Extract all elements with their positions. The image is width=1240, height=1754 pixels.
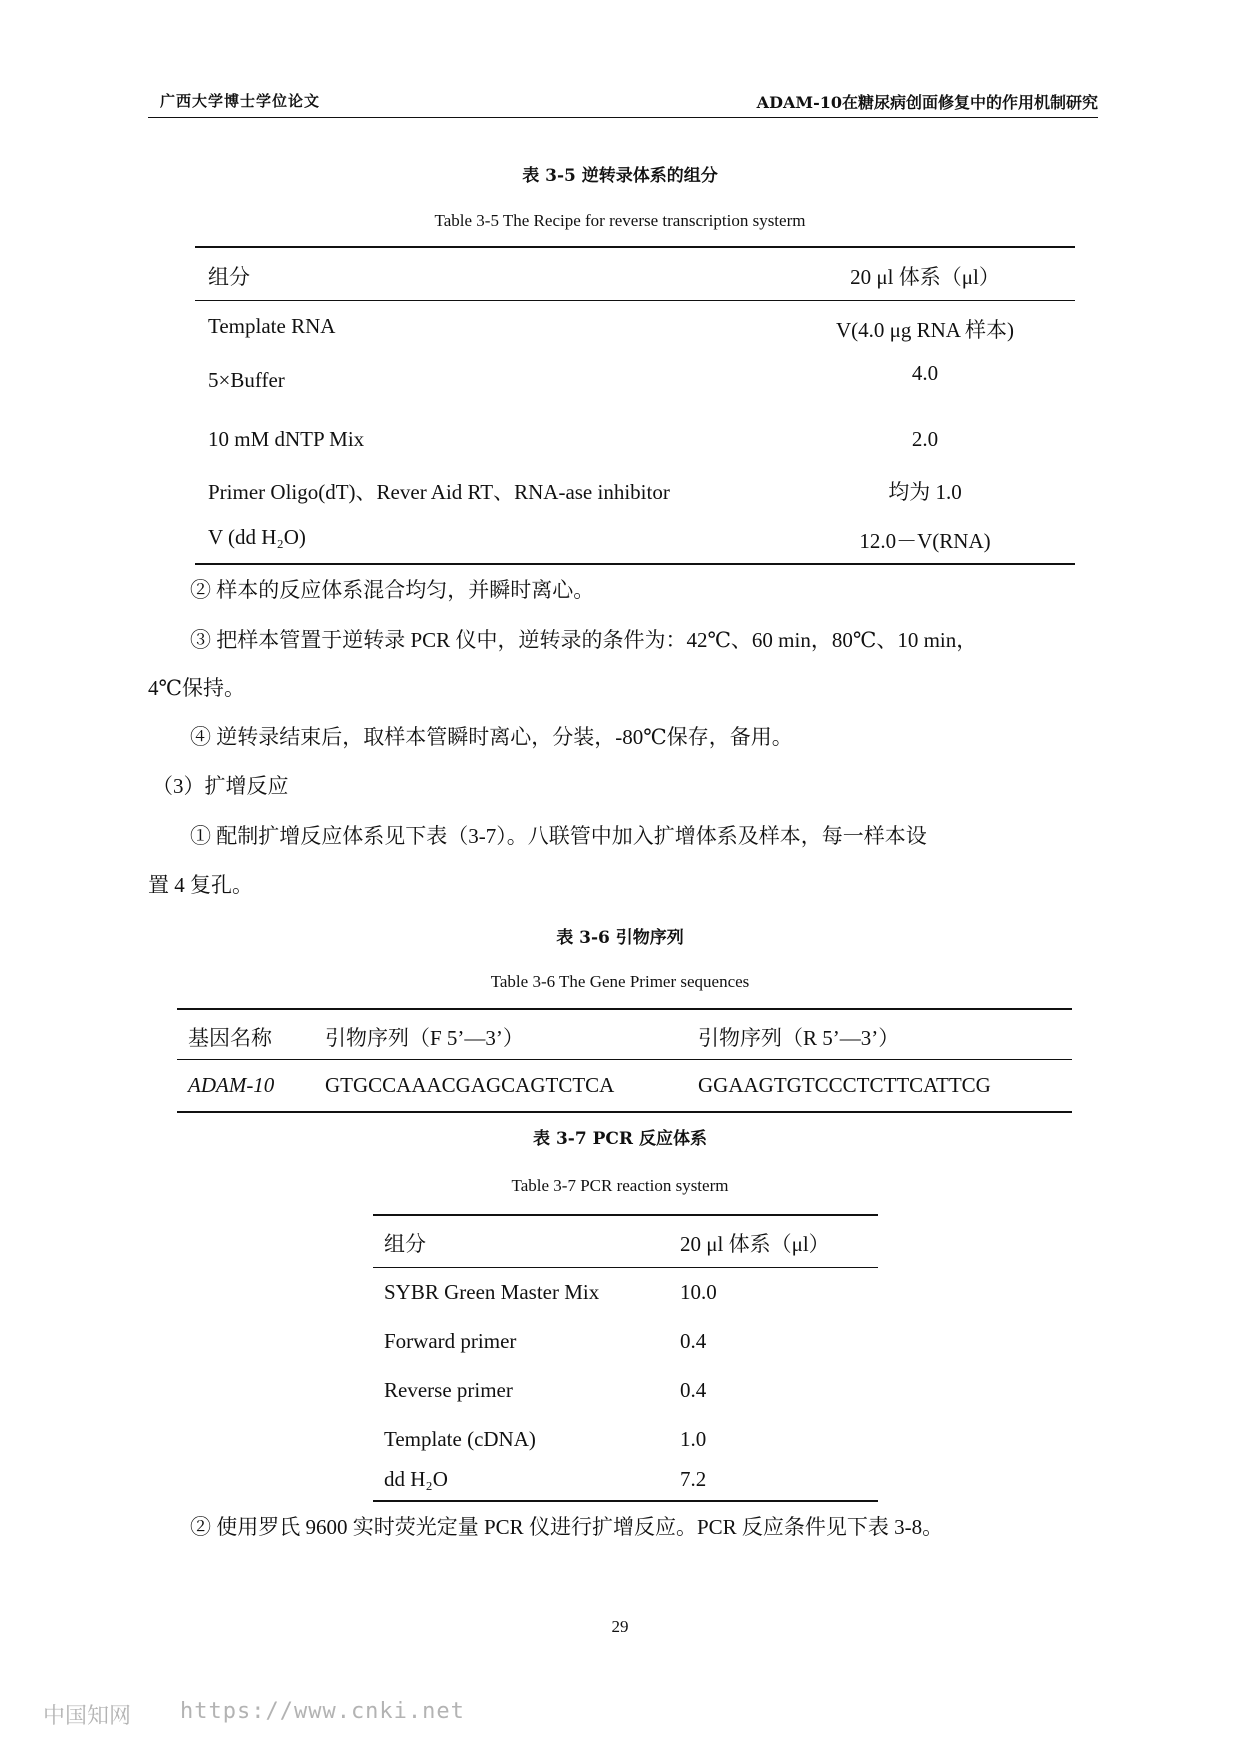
paragraph-step3-cont: 4℃保持。	[148, 676, 245, 700]
table35-row5-col2: 12.0－V(RNA)	[859, 529, 991, 553]
table36-row1-reverse: GGAAGTGTCCCTCTTCATTCG	[698, 1073, 991, 1097]
table35-row4-col1: Primer Oligo(dT)、Rever Aid RT、RNA-ase inhibitor	[208, 480, 670, 504]
page-number: 29	[611, 1617, 629, 1636]
table37-row3-col2: 0.4	[680, 1378, 707, 1402]
table35-row2-col2: 4.0	[911, 361, 939, 385]
table35-row3-col1: 10 mM dNTP Mix	[208, 427, 365, 451]
table37-row5-col1: dd H₂O	[384, 1467, 448, 1491]
table37-row2-col1: Forward primer	[384, 1329, 517, 1353]
table35-row1-col2: V(4.0 μg RNA 样本)	[835, 318, 1015, 342]
table35-row5-col1: V (dd H₂O)	[208, 525, 306, 549]
table35-caption-cn: 表 3-5 逆转录体系的组分	[522, 166, 718, 186]
paragraph-amp-step1-cont: 置 4 复孔。	[148, 873, 253, 897]
paragraph-amp-step2: ② 使用罗氏 9600 实时荧光定量 PCR 仪进行扩增反应。PCR 反应条件见下表 3-8。	[190, 1515, 944, 1539]
table36-top-rule	[177, 1008, 1072, 1010]
paragraph-step4: ④ 逆转录结束后，取样本管瞬时离心，分装，-80℃保存，备用。	[190, 725, 793, 749]
table35-header-col1: 组分	[208, 265, 250, 289]
table36-header-gene: 基因名称	[188, 1026, 272, 1050]
table35-caption-en: Table 3-5 The Recipe for reverse transcription systerm	[434, 211, 806, 230]
table35-top-rule	[195, 246, 1075, 248]
header-left: 广西大学博士学位论文	[160, 92, 321, 110]
table36-header-reverse: 引物序列（R 5’—3’）	[698, 1026, 900, 1050]
table37-row4-col1: Template (cDNA)	[384, 1427, 536, 1451]
table37-row5-col2: 7.2	[680, 1467, 707, 1491]
table37-header-col2: 20 μl 体系（μl）	[680, 1232, 830, 1256]
table37-row1-col1: SYBR Green Master Mix	[384, 1280, 600, 1304]
table36-bottom-rule	[177, 1111, 1072, 1113]
table35-mid-rule	[195, 300, 1075, 301]
table36-caption-cn: 表 3-6 引物序列	[556, 928, 684, 948]
table35-bottom-rule	[195, 563, 1075, 565]
watermark-url: https://www.cnki.net	[180, 1699, 465, 1724]
table37-mid-rule	[373, 1267, 878, 1268]
header-right: ADAM-10在糖尿病创面修复中的作用机制研究	[756, 93, 1098, 112]
header-rule	[148, 117, 1098, 118]
table37-header-col1: 组分	[384, 1232, 426, 1256]
table37-row3-col1: Reverse primer	[384, 1378, 513, 1402]
table37-top-rule	[373, 1214, 878, 1216]
table35-row4-col2: 均为 1.0	[888, 480, 962, 504]
table37-row4-col2: 1.0	[680, 1427, 707, 1451]
table37-bottom-rule	[373, 1500, 878, 1502]
table37-caption-en: Table 3-7 PCR reaction systerm	[511, 1176, 729, 1195]
section-heading-amplification: （3）扩增反应	[152, 774, 289, 798]
table35-row3-col2: 2.0	[911, 427, 939, 451]
table36-header-forward: 引物序列（F 5’—3’）	[325, 1026, 524, 1050]
table35-row1-col1: Template RNA	[208, 314, 336, 338]
table37-caption-cn: 表 3-7 PCR 反应体系	[533, 1129, 707, 1149]
paragraph-step2: ② 样本的反应体系混合均匀，并瞬时离心。	[190, 578, 595, 602]
table37-row2-col2: 0.4	[680, 1329, 707, 1353]
table36-caption-en: Table 3-6 The Gene Primer sequences	[490, 972, 750, 991]
table35-row2-col1: 5×Buffer	[208, 368, 285, 392]
table36-mid-rule	[177, 1059, 1072, 1060]
table37-row1-col2: 10.0	[680, 1280, 717, 1304]
table36-row1-gene: ADAM-10	[188, 1073, 275, 1097]
watermark-site-name: 中国知网	[43, 1704, 132, 1729]
table35-header-col2: 20 μl 体系（μl）	[850, 265, 1000, 289]
running-header	[148, 90, 1098, 116]
paragraph-amp-step1: ① 配制扩增反应体系见下表（3-7）。八联管中加入扩增体系及样本，每一样本设	[190, 824, 927, 848]
table36-row1-forward: GTGCCAAACGAGCAGTCTCA	[325, 1073, 615, 1097]
paragraph-step3: ③ 把样本管置于逆转录 PCR 仪中，逆转录的条件为：42℃、60 min，80℃、10 min，	[190, 628, 978, 652]
